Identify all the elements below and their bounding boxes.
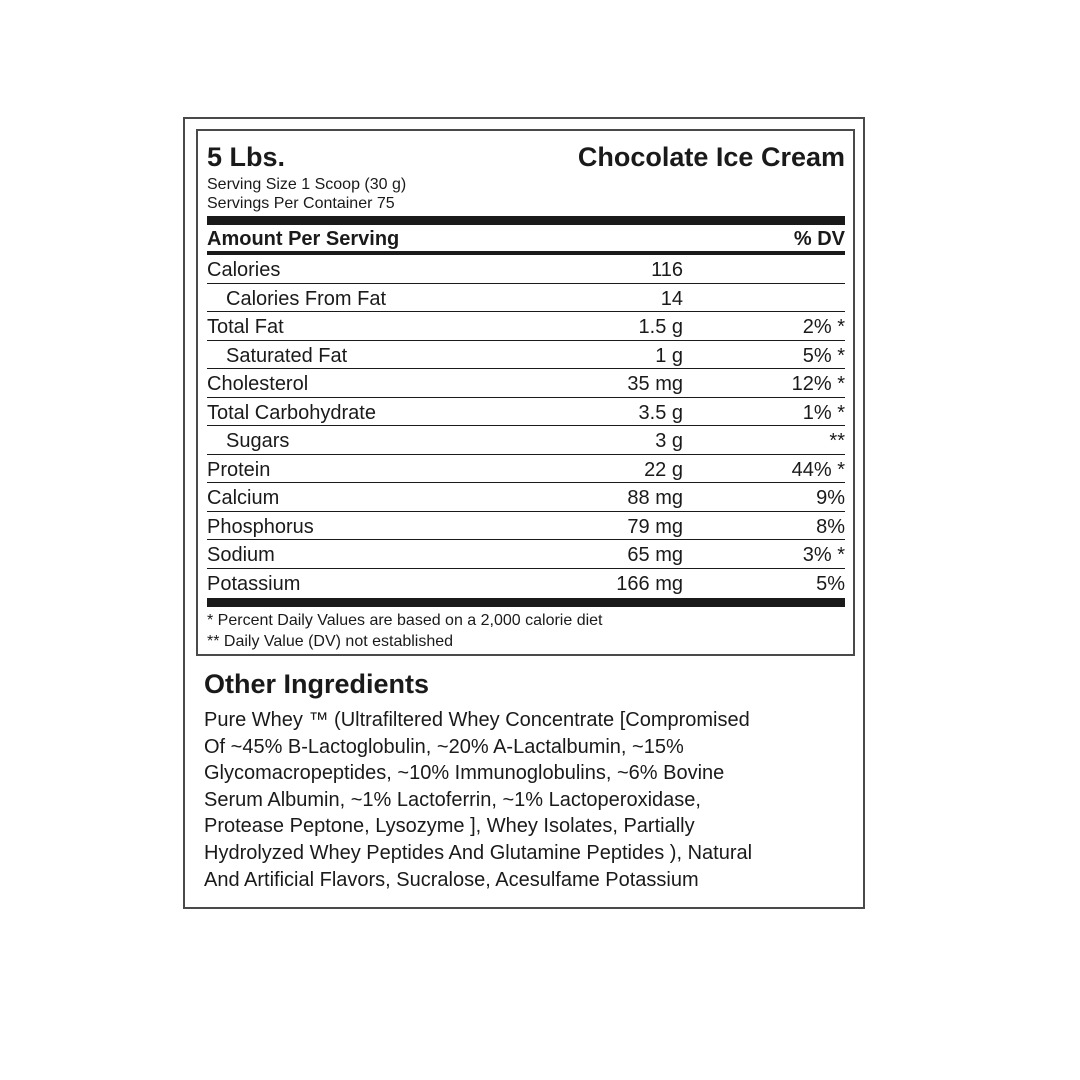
ingredients-line: And Artificial Flavors, Sucralose, Acesulfame Potassium [204, 868, 699, 891]
nutrient-row [207, 398, 845, 427]
nutrient-amount: 116 [651, 259, 683, 281]
nutrient-dv: 8% [816, 515, 845, 538]
nutrient-row [207, 512, 845, 541]
nutrition-label [183, 117, 865, 909]
nutrient-amount: 65 mg [627, 544, 683, 566]
footnote-daily-values: * Percent Daily Values are based on a 2,000 calorie diet [207, 612, 603, 629]
ingredients-line: Serum Albumin, ~1% Lactoferrin, ~1% Lactoperoxidase, [204, 788, 701, 811]
nutrient-name: Protein [207, 458, 271, 481]
nutrient-row [207, 540, 845, 569]
nutrient-dv: 12% * [791, 373, 845, 395]
footnotes [207, 610, 845, 652]
container-size: 5 Lbs. [207, 142, 286, 172]
nutrient-row [207, 341, 845, 370]
nutrient-row [207, 455, 845, 484]
nutrient-amount: 79 mg [627, 515, 683, 538]
nutrient-dv: 5% * [802, 344, 845, 367]
nutrient-amount: 88 mg [627, 487, 683, 509]
nutrient-name: Calcium [207, 487, 280, 509]
amount-header-row [207, 225, 845, 251]
dv-header: % DV [793, 228, 845, 250]
nutrient-name: Sugars [226, 430, 290, 452]
divider-thick [207, 216, 845, 225]
nutrient-row [207, 284, 845, 313]
ingredients-line: Protease Peptone, Lysozyme ], Whey Isolates, Partially [204, 815, 695, 838]
nutrient-name: Sodium [207, 544, 275, 566]
nutrient-amount: 1.5 g [638, 316, 683, 338]
nutrient-row [207, 255, 845, 284]
nutrient-amount: 3.5 g [638, 401, 683, 424]
nutrient-amount: 35 mg [627, 373, 683, 395]
nutrient-name: Potassium [207, 572, 301, 595]
ingredients-text [204, 707, 854, 893]
nutrient-name: Calories [207, 259, 281, 281]
nutrient-row [207, 569, 845, 597]
nutrient-name: Cholesterol [207, 373, 309, 395]
nutrient-dv: 2% * [802, 316, 845, 338]
ingredients-line: Pure Whey ™ (Ultrafiltered Whey Concentrate [Compromised [204, 709, 750, 731]
supplement-facts-panel [196, 129, 855, 656]
nutrient-row [207, 312, 845, 341]
nutrient-row [207, 369, 845, 398]
ingredients-line: Glycomacropeptides, ~10% Immunoglobulins, ~6% Bovine [204, 762, 725, 785]
nutrient-amount: 166 mg [616, 572, 683, 595]
label-header [207, 141, 845, 173]
nutrient-dv: ** [829, 430, 845, 452]
nutrient-dv: 5% [816, 572, 845, 595]
serving-info [207, 175, 845, 213]
footnote-dv-not-established: ** Daily Value (DV) not established [207, 633, 454, 650]
nutrient-name: Total Carbohydrate [207, 401, 376, 424]
ingredients-line: Hydrolyzed Whey Peptides And Glutamine Peptides ), Natural [204, 841, 753, 864]
servings-per-container: Servings Per Container 75 [207, 195, 395, 212]
flavor-name: Chocolate Ice Cream [577, 142, 845, 172]
nutrient-dv: 44% * [791, 458, 845, 481]
ingredients-line: Of ~45% B-Lactoglobulin, ~20% A-Lactalbumin, ~15% [204, 735, 684, 758]
nutrient-amount: 14 [660, 287, 683, 310]
divider-thick-bottom [207, 598, 845, 607]
nutrient-row [207, 426, 845, 455]
nutrient-dv: 9% [816, 487, 845, 509]
nutrient-name: Saturated Fat [226, 344, 348, 367]
nutrient-dv: 1% * [802, 401, 845, 424]
nutrient-row [207, 483, 845, 512]
nutrient-name: Calories From Fat [226, 287, 387, 310]
nutrient-amount: 1 g [655, 344, 683, 367]
nutrient-amount: 22 g [644, 458, 683, 481]
nutrient-table [207, 255, 845, 596]
amount-per-serving-header: Amount Per Serving [207, 228, 400, 250]
nutrient-dv: 3% * [802, 544, 845, 566]
nutrient-amount: 3 g [655, 430, 683, 452]
nutrient-name: Total Fat [207, 316, 284, 338]
ingredients-title: Other Ingredients [204, 669, 430, 699]
nutrient-name: Phosphorus [207, 515, 314, 538]
serving-size: Serving Size 1 Scoop (30 g) [207, 176, 407, 193]
